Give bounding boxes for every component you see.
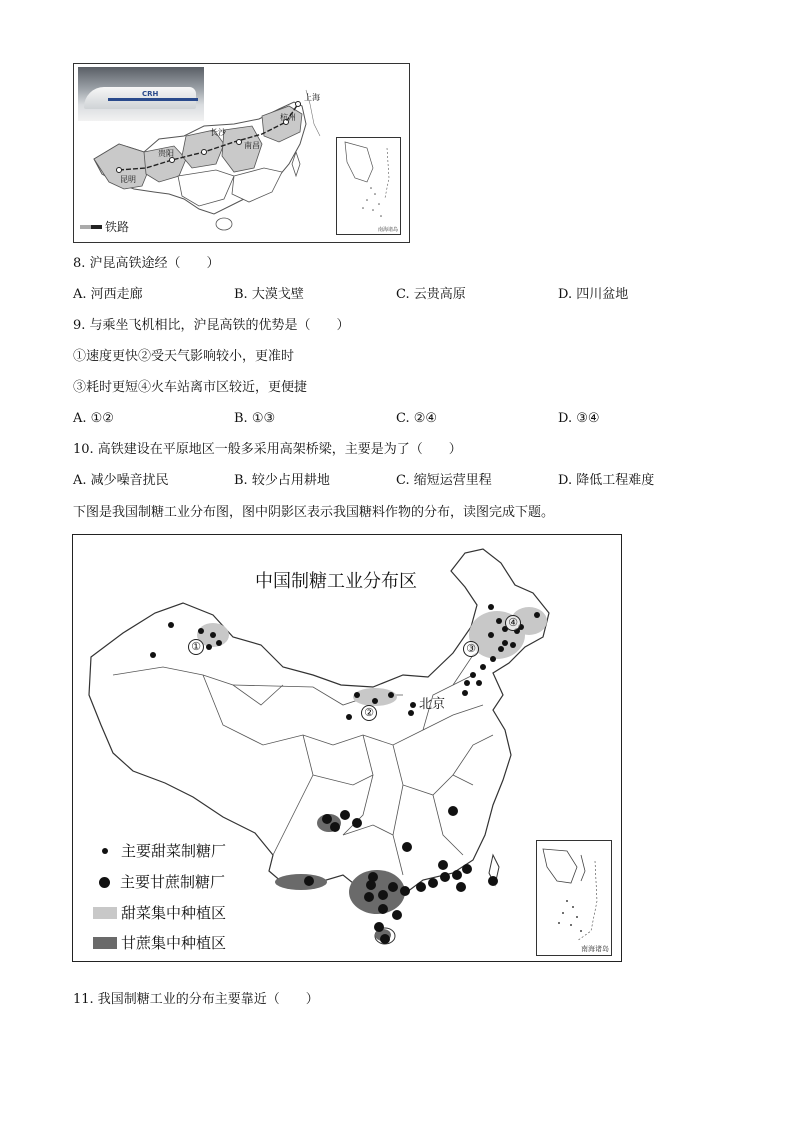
- q9-option-d[interactable]: D. ③④: [558, 411, 600, 426]
- inset-map: [337, 138, 400, 234]
- q9-option-c[interactable]: C. ②④: [396, 411, 438, 426]
- region-marker-2: ②: [361, 705, 377, 721]
- q10-option-a[interactable]: A. 减少噪音扰民: [73, 473, 169, 488]
- sn-inset-map: [537, 841, 611, 955]
- q10-option-c[interactable]: C. 缩短运营里程: [396, 473, 492, 488]
- q9-option-a[interactable]: A. ①②: [73, 411, 114, 426]
- legend-cane-area: [93, 932, 226, 953]
- region-marker-3: ③: [463, 641, 479, 657]
- question-10-stem: 10. 高铁建设在平原地区一般多采用高架桥梁，主要是为了（ ）: [73, 442, 462, 457]
- city-label-guiyang: 贵阳: [158, 149, 174, 158]
- sn-inset-label: 南海诸岛: [581, 945, 609, 953]
- railway-legend-icon: [80, 225, 102, 229]
- legend-cane-factory-label: 主要甘蔗制糖厂: [120, 873, 226, 891]
- city-label-shanghai: 上海: [304, 93, 320, 102]
- q10-option-d[interactable]: D. 降低工程难度: [558, 473, 655, 488]
- q8-option-a[interactable]: A. 河西走廊: [73, 287, 143, 302]
- q8-option-c[interactable]: C. 云贵高原: [396, 287, 466, 302]
- region-marker-1: ①: [188, 639, 204, 655]
- cane-area-swatch: [93, 937, 117, 949]
- city-label-changsha: 长沙: [210, 128, 226, 137]
- legend-cane-factory: [93, 871, 225, 892]
- question-11-stem: 11. 我国制糖工业的分布主要靠近（ ）: [73, 992, 319, 1007]
- sugar-industry-map-figure: [72, 534, 622, 962]
- beijing-label: 北京: [419, 697, 446, 712]
- q8-option-b[interactable]: B. 大漠戈壁: [234, 287, 304, 302]
- city-label-kunming: 昆明: [120, 175, 136, 184]
- legend-cane-area-label: 甘蔗集中种植区: [121, 934, 227, 952]
- question-9-stem: 9. 与乘坐飞机相比，沪昆高铁的优势是（ ）: [73, 318, 350, 333]
- q9-statement-line-2: ③耗时更短④火车站离市区较近，更便捷: [73, 380, 308, 395]
- legend-beet-factory: [93, 840, 226, 861]
- south-china-sea-inset: [536, 840, 612, 956]
- q8-option-d[interactable]: D. 四川盆地: [558, 287, 629, 302]
- city-label-nanchang: 南昌: [244, 141, 260, 150]
- region-marker-4: ④: [505, 615, 521, 631]
- inset-label: 南海诸岛: [377, 227, 398, 233]
- figure-intro-text: 下图是我国制糖工业分布图，图中阴影区表示我国糖料作物的分布，读图完成下题。: [73, 505, 555, 520]
- railway-map-figure: [73, 63, 410, 243]
- legend-beet-area-label: 甜菜集中种植区: [121, 904, 227, 922]
- train-stripe-shape: [108, 98, 198, 101]
- question-8-stem: 8. 沪昆高铁途经（ ）: [73, 256, 220, 271]
- city-label-hangzhou: 杭州: [280, 113, 296, 122]
- q10-option-b[interactable]: B. 较少占用耕地: [234, 473, 330, 488]
- large-dot-icon: [99, 877, 110, 888]
- q9-statement-line-1: ①速度更快②受天气影响较小，更准时: [73, 349, 295, 364]
- legend-beet-factory-label: 主要甜菜制糖厂: [121, 842, 227, 860]
- south-china-sea-inset: [336, 137, 401, 235]
- legend-beet-area: [93, 902, 226, 923]
- small-dot-icon: [102, 848, 108, 854]
- q9-option-b[interactable]: B. ①③: [234, 411, 276, 426]
- train-photo: [78, 67, 204, 121]
- beet-area-swatch: [93, 907, 117, 919]
- railway-legend-label: 铁路: [105, 220, 130, 234]
- train-logo: CRH: [142, 90, 159, 98]
- map-title: 中国制糖工业分布区: [255, 571, 417, 592]
